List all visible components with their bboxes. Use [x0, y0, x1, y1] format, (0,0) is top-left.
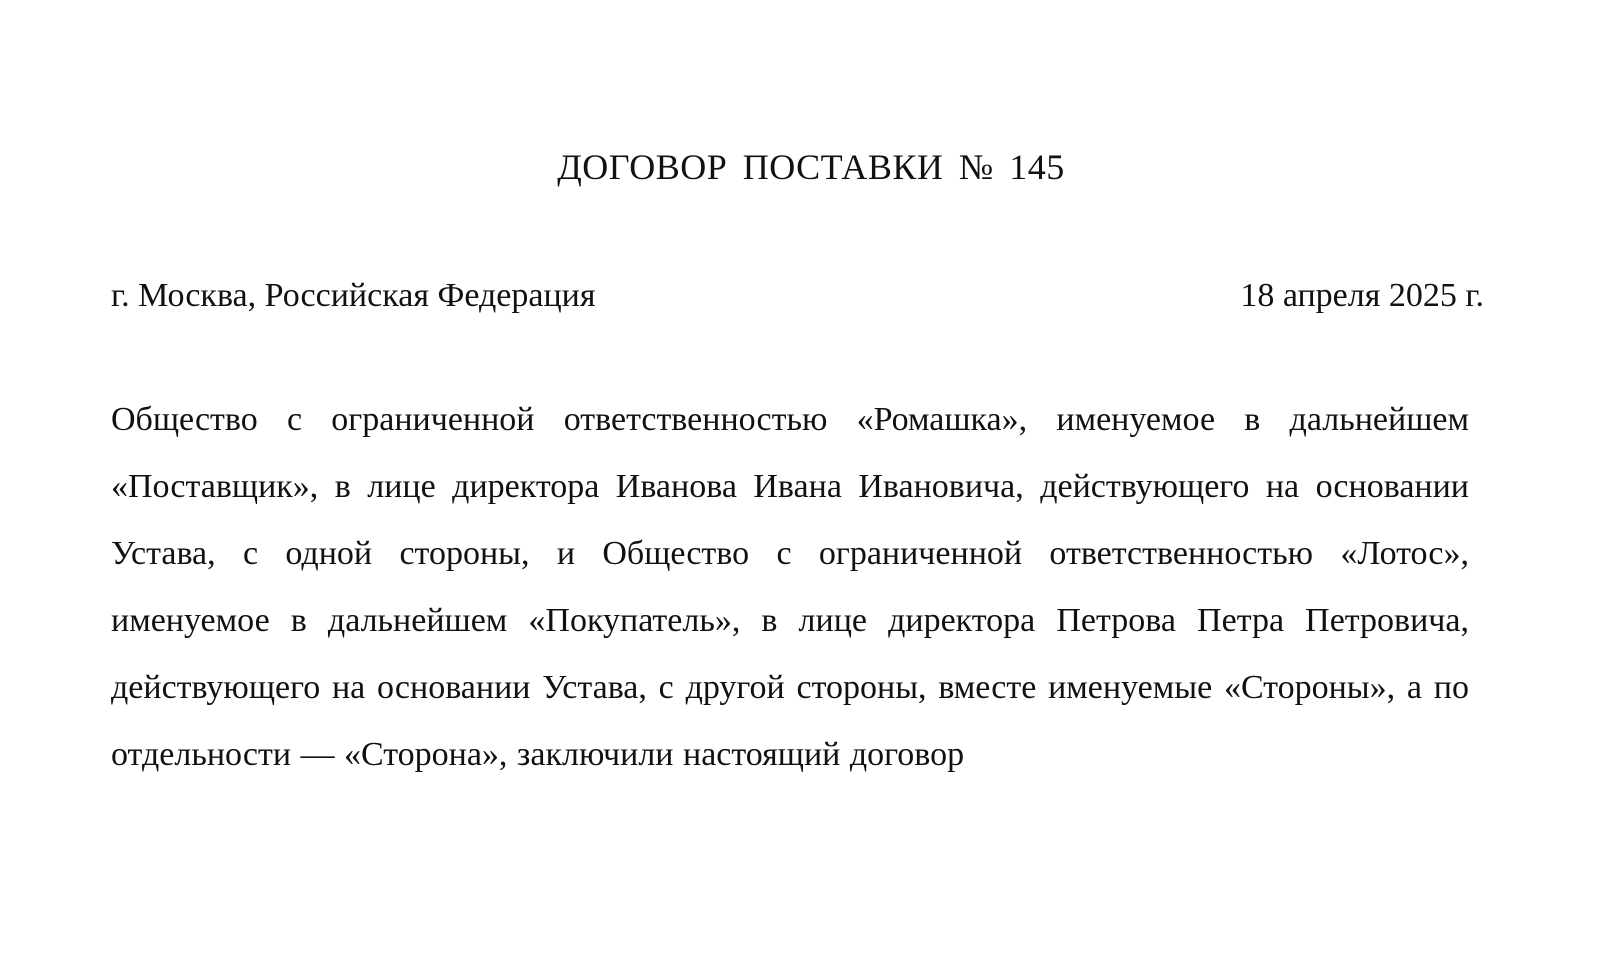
contract-title: ДОГОВОР ПОСТАВКИ № 145 — [557, 147, 1065, 187]
contract-place: г. Москва, Российская Федерация — [111, 277, 596, 314]
contract-preamble: Общество с ограниченной ответственностью «Ромашка», именуемое в дальнейшем «Поставщик», в лице директора Иванова Ивана Ивановича, действующего на основании Устава, с одной стороны, и Общество с ограниченной ответственностью «Лотос», именуемое в дальнейшем «Покупатель», в лице директора Петрова Петра Петровича, действующего на основании Устава, с другой стороны, вместе именуемые «Стороны», а по отдельности — «Сторона», заключили настоящий договор — [111, 401, 1469, 773]
place-date-row — [111, 272, 1484, 320]
contract-date: 18 апреля 2025 г. — [1240, 277, 1484, 314]
